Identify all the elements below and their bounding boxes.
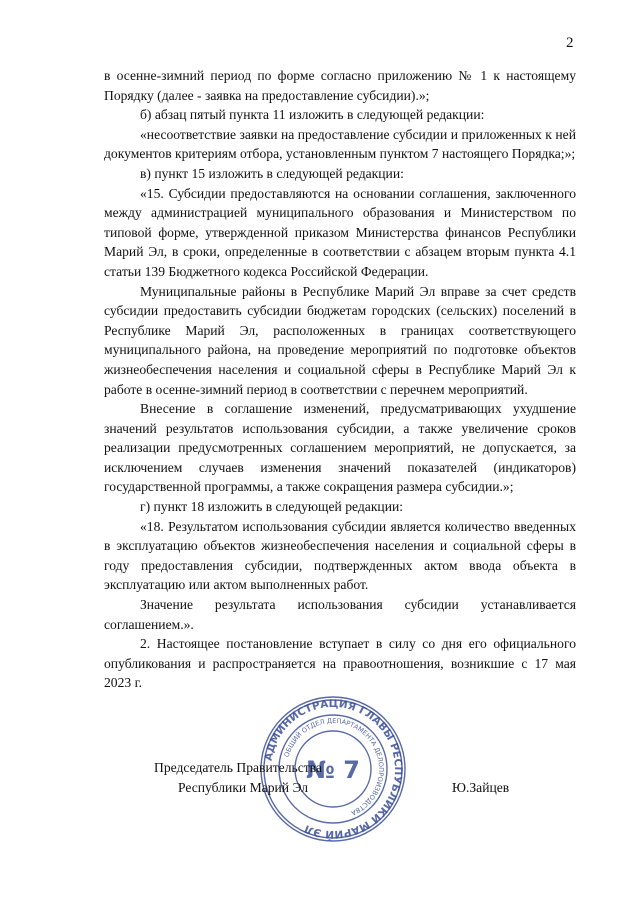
paragraph: Муниципальные районы в Республике Марий Эл вправе за счет средств субсидии предоставить субсидии бюджетам городских (сельских) поселений в Республике Марий Эл, расположенных в границах соответствующего муниципального района, на проведение мероприятий по подготовке объектов жизнеобеспечения населения и социальной сферы в Республике Марий Эл к работе в осенне-зимний период в соответствии с перечнем мероприятий.	[104, 283, 576, 397]
document-body	[104, 66, 576, 693]
paragraph: «15. Субсидии предоставляются на основании соглашения, заключенного между администрацией муниципального образования и Министерством по типовой форме, утвержденной приказом Министерства финансов Республики Марий Эл, в сроки, определенные в соответствии с абзацем вторым пункта 4.1 статьи 139 Бюджетного кодекса Российской Федерации.	[104, 185, 576, 279]
signatory-title-line1: Председатель Правительства	[154, 760, 322, 775]
seal-outer-text: АДМИНИСТРАЦИЯ ГЛАВЫ РЕСПУБЛИКИ МАРИЙ ЭЛ	[262, 697, 405, 841]
page-number: 2	[566, 35, 574, 51]
paragraph: в) пункт 15 изложить в следующей редакции:	[140, 165, 404, 181]
paragraph: б) абзац пятый пункта 11 изложить в следующей редакции:	[140, 107, 485, 123]
paragraph: Внесение в соглашение изменений, предусматривающих ухудшение значений результатов использования субсидии, а также увеличение сроков реализации предусмотренных соглашением мероприятий, не допускается, за исключением случаев изменения значений показателей (индикаторов) государственной программы, а также сокращения размера субсидии.»;	[104, 401, 576, 495]
seal-inner-text: ОБЩИЙ ОТДЕЛ ДЕПАРТАМЕНТА ДЕЛОПРОИЗВОДСТВА	[282, 716, 386, 817]
paragraph: Значение результата использования субсидии устанавливается соглашением.».	[104, 597, 576, 632]
paragraph: «18. Результатом использования субсидии является количество введенных в эксплуатацию объектов жизнеобеспечения населения и социальной сферы в году предоставления субсидии, подтвержденных актом ввода объекта в эксплуатацию или актом выполненных работ.	[104, 518, 576, 593]
paragraph: «несоответствие заявки на предоставление субсидии и приложенных к ней документов критериям отбора, установленным пунктом 7 настоящего Порядка;»;	[104, 126, 576, 162]
signatory-title-line2: Республики Марий Эл	[178, 780, 309, 795]
paragraph: г) пункт 18 изложить в следующей редакции:	[140, 499, 404, 515]
paragraph: в осенне-зимний период по форме согласно приложению № 1 к настоящему Порядку (далее - заявка на предоставление субсидии).»;	[104, 68, 576, 103]
paragraph: 2. Настоящее постановление вступает в силу со дня его официального опубликования и распространяется на правоотношения, возникшие с 17 мая 2023 г.	[104, 636, 576, 691]
seal-number: № 7	[306, 756, 360, 784]
signatory-name: Ю.Зайцев	[452, 780, 510, 795]
